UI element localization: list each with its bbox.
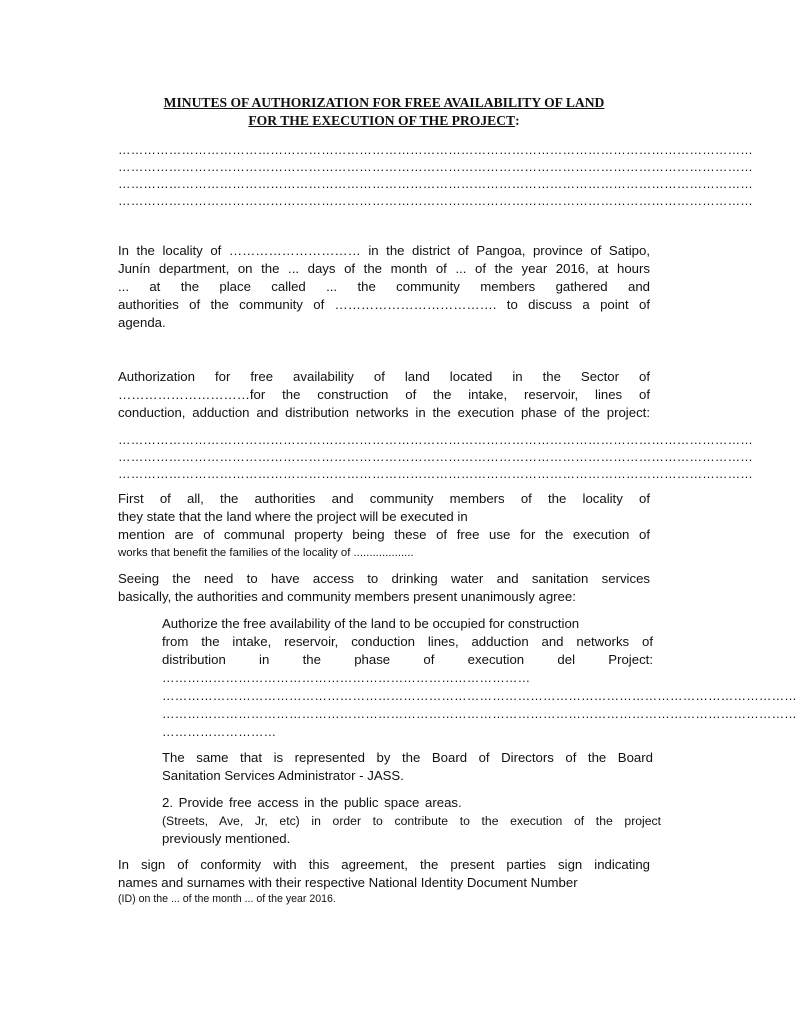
paragraph-seeing-need — [118, 570, 650, 606]
paragraph-line: In sign of conformity with this agreement, the present parties sign indicating — [118, 857, 650, 872]
paragraph-first-of-all — [118, 490, 650, 562]
paragraph-conformity — [118, 856, 650, 907]
agreement-item-2 — [162, 794, 661, 848]
paragraph-line: from the intake, reservoir, conduction lines, adduction and networks of — [162, 634, 653, 649]
paragraph-line: works that benefit the families of the locality of ................... — [118, 547, 414, 559]
document-title — [118, 94, 650, 130]
paragraph-authorization — [118, 368, 650, 422]
paragraph-line: basically, the authorities and community members present unanimously agree: — [118, 589, 576, 604]
paragraph-locality — [118, 242, 650, 332]
blank-line-item-1: …………………………………………………………………………… — [162, 671, 531, 685]
blank-line-project-4: …………………………………………………………………………………………………………………………………… — [118, 194, 753, 208]
title-colon: : — [515, 113, 520, 128]
paragraph-line: In the locality of ………………………… in the district of Pangoa, province of Satipo, — [118, 243, 650, 258]
blank-line-item-2: …………………………………………………………………………………………………………………………………… — [162, 689, 797, 703]
blank-line-item-4: ……………………… — [162, 725, 277, 739]
paragraph-line: Authorize the free availability of the land to be occupied for construction — [162, 616, 580, 631]
paragraph-line: they state that the land where the project will be executed in — [118, 509, 468, 524]
paragraph-line: 2. Provide free access in the public space areas. — [162, 795, 462, 810]
paragraph-line: The same that is represented by the Board of Directors of the Board — [162, 750, 653, 765]
paragraph-line: (ID) on the ... of the month ... of the year 2016. — [118, 893, 336, 905]
paragraph-line: agenda. — [118, 315, 166, 330]
blank-line-project-6: …………………………………………………………………………………………………………………………………… — [118, 450, 753, 464]
agreement-item-1 — [162, 615, 653, 669]
paragraph-line: ... at the place called ... the community members gathered and — [118, 279, 650, 294]
title-line-2: FOR THE EXECUTION OF THE PROJECT — [248, 113, 516, 128]
paragraph-line: Junín department, on the ... days of the month of ... of the year 2016, at hours — [118, 261, 650, 276]
blank-line-project-7: …………………………………………………………………………………………………………………………………… — [118, 467, 753, 481]
paragraph-line: distribution in the phase of execution del Project: — [162, 652, 653, 667]
paragraph-line: Sanitation Services Administrator - JASS. — [162, 768, 404, 783]
paragraph-line: authorities of the community of ………………………………. to discuss a point of — [118, 297, 650, 312]
blank-line-item-3: …………………………………………………………………………………………………………………………………… — [162, 707, 797, 721]
blank-line-project-5: …………………………………………………………………………………………………………………………………… — [118, 433, 753, 447]
paragraph-line: Authorization for free availability of land located in the Sector of — [118, 369, 650, 384]
paragraph-line: conduction, adduction and distribution networks in the execution phase of the project: — [118, 405, 650, 420]
blank-line-project-3: …………………………………………………………………………………………………………………………………… — [118, 177, 753, 191]
paragraph-line: previously mentioned. — [162, 831, 291, 846]
paragraph-line: names and surnames with their respective National Identity Document Number — [118, 875, 578, 890]
paragraph-line: …………………………for the construction of the intake, reservoir, lines of — [118, 387, 650, 402]
paragraph-line: mention are of communal property being these of free use for the execution of — [118, 527, 650, 542]
agreement-item-1-board — [162, 749, 653, 785]
blank-line-project-2: …………………………………………………………………………………………………………………………………… — [118, 160, 753, 174]
blank-line-project-1: …………………………………………………………………………………………………………………………………… — [118, 143, 753, 157]
title-line-1: MINUTES OF AUTHORIZATION FOR FREE AVAILABILITY OF LAND — [163, 95, 605, 110]
paragraph-line: (Streets, Ave, Jr, etc) in order to contribute to the execution of the project — [162, 814, 661, 828]
paragraph-line: First of all, the authorities and community members of the locality of — [118, 491, 650, 506]
paragraph-line: Seeing the need to have access to drinking water and sanitation services — [118, 571, 650, 586]
